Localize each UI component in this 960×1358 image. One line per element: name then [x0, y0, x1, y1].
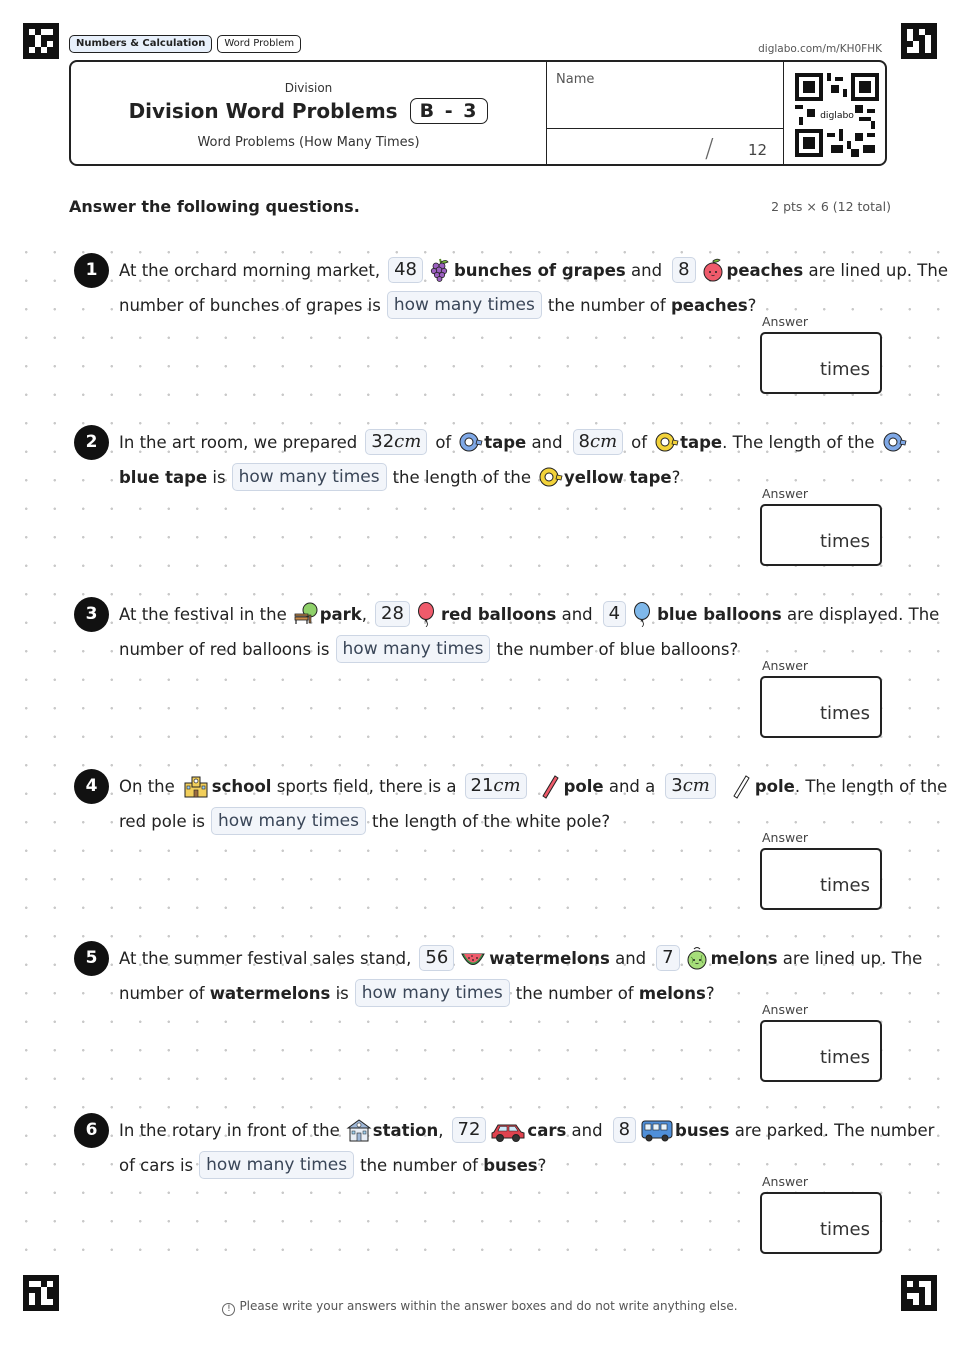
question-text: of [631, 432, 648, 452]
question-text: , [438, 1120, 444, 1140]
measure-box [665, 773, 716, 799]
answer-label: Answer [762, 1174, 809, 1189]
question-text: is [212, 467, 226, 487]
question-keyword: pole [754, 776, 795, 796]
question-text: At the summer festival sales stand, [119, 948, 412, 968]
type-tag: Word Problem [217, 35, 301, 53]
answer-box[interactable] [760, 504, 882, 566]
question-keyword: peaches [670, 295, 748, 315]
question-text: the length of the white pole? [372, 811, 611, 831]
answer-unit: times [819, 703, 870, 724]
question-text: , [361, 604, 368, 624]
worksheet-code: B - 3 [410, 98, 489, 124]
question-text: sports field, there is a [276, 776, 457, 796]
question-keyword: blue tape [119, 467, 208, 487]
question-keyword: school [211, 776, 272, 796]
answer-box[interactable] [760, 676, 882, 738]
measure-box [465, 773, 527, 799]
question-number: 2 [74, 425, 109, 460]
divider [547, 128, 783, 129]
answer-label: Answer [762, 658, 809, 673]
question-keyword: blue balloons [657, 604, 782, 624]
svg-text:diglabo: diglabo [820, 110, 854, 122]
question-keyword: melons [638, 983, 706, 1003]
footer-note [0, 1299, 960, 1316]
number-value: 21 [470, 775, 494, 796]
answer-label: Answer [762, 830, 809, 845]
blue-tape-icon [881, 429, 907, 455]
number-box: 8 [672, 257, 695, 283]
corner-marker-top-left [23, 23, 59, 59]
peach-icon [700, 257, 726, 283]
measure-box [573, 429, 624, 455]
page-title: Division Word Problems [128, 99, 398, 123]
blue-balloon-icon [630, 601, 656, 627]
bus-icon [640, 1117, 674, 1143]
worksheet-header [69, 60, 887, 166]
question-3 [0, 597, 960, 769]
question-keyword: watermelons [489, 948, 610, 968]
answer-label: Answer [762, 1002, 809, 1017]
question-keyword: pole [563, 776, 604, 796]
question-text: and a [608, 776, 656, 796]
unit: cm [493, 775, 521, 796]
measure-box [365, 429, 427, 455]
page-subtitle: Word Problems (How Many Times) [197, 135, 420, 150]
question-number: 4 [74, 769, 109, 804]
question-keyword: melons [710, 948, 778, 968]
question-keyword: buses [675, 1120, 730, 1140]
unit: cm [590, 431, 618, 452]
question-text: the number of [547, 295, 666, 315]
red-pole-icon [537, 773, 563, 799]
question-text: and [615, 948, 647, 968]
blue-tape-icon [457, 429, 483, 455]
question-keyword: peaches [726, 260, 804, 280]
car-icon [490, 1117, 526, 1143]
answer-box[interactable] [760, 1192, 882, 1254]
title-block [71, 62, 546, 164]
how-many-times-box: how many times [387, 291, 542, 319]
question-6 [0, 1113, 960, 1285]
question-text: red pole is [119, 811, 206, 831]
question-text: are lined up. The [782, 948, 923, 968]
number-box: 8 [613, 1117, 636, 1143]
question-text: the number of [360, 1155, 478, 1175]
number-box: 72 [452, 1117, 487, 1143]
question-keyword: buses [483, 1155, 538, 1175]
question-text: . The length of the [794, 776, 948, 796]
yellow-tape-icon [653, 429, 679, 455]
question-text: and [631, 260, 663, 280]
worksheet-url[interactable]: diglabo.com/m/KH0FHK [758, 43, 882, 55]
question-number: 5 [74, 941, 109, 976]
number-box: 4 [603, 601, 626, 627]
corner-marker-top-right [901, 23, 937, 59]
question-keyword: watermelons [209, 983, 331, 1003]
number-box: 28 [375, 601, 410, 627]
unit: cm [394, 431, 422, 452]
question-text: ? [747, 295, 757, 315]
category-tag: Numbers & Calculation [69, 35, 212, 53]
question-text: are parked. The number [734, 1120, 935, 1140]
question-keyword: park [319, 604, 362, 624]
how-many-times-box: how many times [211, 807, 366, 835]
question-text: ? [537, 1155, 547, 1175]
question-2 [0, 425, 960, 597]
question-text: number of [119, 983, 205, 1003]
white-pole-icon [728, 773, 754, 799]
question-keyword: bunches of grapes [454, 260, 626, 280]
question-text: of [435, 432, 452, 452]
footer-text: Please write your answers within the answer boxes and do not write anything else. [239, 1299, 738, 1313]
number-value: 3 [671, 775, 683, 796]
answer-box[interactable] [760, 1020, 882, 1082]
question-text: are displayed. The [786, 604, 940, 624]
station-icon [346, 1117, 372, 1143]
info-icon: ! [222, 1303, 235, 1316]
question-text: and [571, 1120, 603, 1140]
question-text: On the [119, 776, 175, 796]
question-keyword: tape [484, 432, 527, 452]
question-text: number of bunches of grapes is [119, 295, 381, 315]
how-many-times-box: how many times [355, 979, 510, 1007]
question-text: are lined up. The [808, 260, 948, 280]
instructions: Answer the following questions. [69, 197, 360, 216]
question-text: the number of blue balloons? [496, 639, 739, 659]
question-keyword: yellow tape [563, 467, 672, 487]
question-4 [0, 769, 960, 941]
number-box: 7 [656, 945, 679, 971]
question-text: ? [671, 467, 681, 487]
question-number: 6 [74, 1113, 109, 1148]
name-label: Name [556, 72, 595, 87]
question-text: At the orchard morning market, [119, 260, 381, 280]
how-many-times-box: how many times [336, 635, 491, 663]
unit: cm [682, 775, 710, 796]
subject-label: Division [284, 81, 333, 95]
score-total: 12 [748, 141, 768, 159]
question-text: In the art room, we prepared [119, 432, 358, 452]
question-keyword: cars [527, 1120, 567, 1140]
answer-unit: times [819, 531, 870, 552]
tag-group [69, 35, 301, 53]
question-text: the length of the [392, 467, 531, 487]
answer-label: Answer [762, 486, 809, 501]
grapes-icon [427, 257, 453, 283]
melon-icon [684, 945, 710, 971]
question-keyword: station [372, 1120, 439, 1140]
question-keyword: tape [680, 432, 723, 452]
question-text: the number of [515, 983, 634, 1003]
name-score-block [546, 62, 784, 164]
answer-unit: times [819, 875, 870, 896]
score-slash: / [705, 134, 714, 164]
answer-unit: times [819, 1047, 870, 1068]
qr-code-icon[interactable] [795, 73, 879, 157]
question-text: and [561, 604, 593, 624]
how-many-times-box: how many times [199, 1151, 354, 1179]
how-many-times-box: how many times [232, 463, 387, 491]
question-text: At the festival in the [119, 604, 287, 624]
answer-unit: times [819, 359, 870, 380]
question-text: In the rotary in front of the [119, 1120, 340, 1140]
park-icon [293, 601, 319, 627]
question-5 [0, 941, 960, 1113]
question-text: ? [705, 983, 715, 1003]
question-number: 3 [74, 597, 109, 632]
number-box: 56 [419, 945, 454, 971]
question-text: . The length of the [722, 432, 875, 452]
question-1 [0, 253, 960, 425]
question-number: 1 [74, 253, 109, 288]
answer-box[interactable] [760, 332, 882, 394]
answer-label: Answer [762, 314, 809, 329]
watermelon-icon [458, 945, 488, 971]
number-value: 32 [371, 431, 395, 452]
answer-box[interactable] [760, 848, 882, 910]
question-text: and [531, 432, 563, 452]
points-info: 2 pts × 6 (12 total) [771, 199, 891, 214]
number-box: 48 [388, 257, 423, 283]
number-value: 8 [578, 431, 590, 452]
question-keyword: red balloons [440, 604, 557, 624]
question-text: is [335, 983, 349, 1003]
question-text: of cars is [119, 1155, 194, 1175]
question-text: number of red balloons is [119, 639, 330, 659]
yellow-tape-icon [537, 464, 563, 490]
answer-unit: times [819, 1219, 870, 1240]
school-icon [181, 773, 211, 799]
red-balloon-icon [414, 601, 440, 627]
